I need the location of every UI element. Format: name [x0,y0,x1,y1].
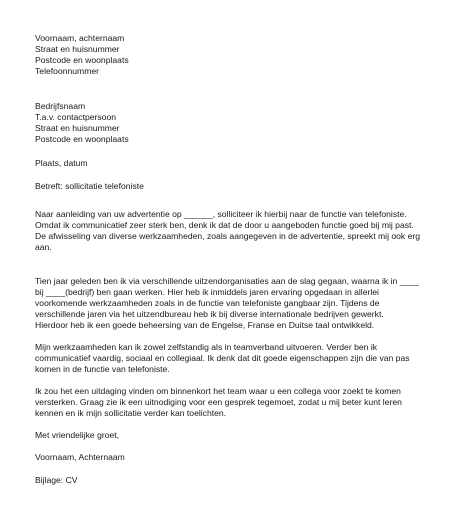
sender-phone: Telefoonnummer [35,66,100,76]
paragraph-line: Mijn werkzaamheden kan ik zowel zelfstandig als in teamverband uitvoeren. Verder ben ik [35,342,378,352]
paragraph-line: Omdat ik communicatief zeer sterk ben, denk ik dat de door u aangeboden functie goed bij mij past. [35,220,414,230]
recipient-company: Bedrijfsnaam [35,101,86,111]
paragraph-line: bij ____(bedrijf) ben gaan werken. Hier heb ik inmiddels jaren ervaring opgedaan in allerlei [35,287,379,297]
paragraph-line: Naar aanleiding van uw advertentie op ______, solliciteer ik hierbij naar de functie van telefoniste. [35,209,407,219]
subject-text: Betreft: sollicitatie telefoniste [35,181,144,191]
paragraph-line: Tien jaar geleden ben ik via verschillende uitzendorganisaties aan de slag gegaan, waarna ik in ____ [35,276,419,286]
recipient-contact: T.a.v. contactpersoon [35,112,117,122]
closing-text: Met vriendelijke groet, [35,430,120,440]
paragraph-2 [35,276,427,331]
place-date-text: Plaats, datum [35,158,88,168]
closing [35,430,427,441]
recipient-street: Straat en huisnummer [35,123,120,133]
sender-address [35,33,427,77]
paragraph-line: Ik zou het een uitdaging vinden om binnenkort het team waar u een collega voor zoekt te komen [35,386,401,396]
attachment [35,475,427,486]
paragraph-line: kennen en ik mijn sollicitatie verder kan toelichten. [35,408,227,418]
paragraph-3 [35,342,427,375]
recipient-postcode-city: Postcode en woonplaats [35,134,129,144]
paragraph-line: aan. [35,242,52,252]
paragraph-line: Hierdoor heb ik een goede beheersing van de Engelse, Franse en Duitse taal ontwikkeld. [35,320,375,330]
paragraph-line: verschillende jaren via het uitzendbureau heb ik bij diverse internationale bedrijven gewerkt. [35,309,384,319]
subject-line [35,181,427,192]
paragraph-line: komen in de functie van telefoniste. [35,364,170,374]
attachment-text: Bijlage: CV [35,475,78,485]
recipient-address [35,101,427,145]
paragraph-line: De afwisseling van diverse werkzaamheden, zoals aangegeven in de advertentie, spreekt mij ook erg [35,231,421,241]
signature [35,452,427,463]
paragraph-line: voorkomende werkzaamheden zoals in de functie van telefoniste gangbaar zijn. Tijdens de [35,298,380,308]
sender-name: Voornaam, achternaam [35,33,125,43]
paragraph-line: versterken. Graag zie ik een uitnodiging voor een gesprek tegemoet, zodat u mij beter kunt leren [35,397,402,407]
place-date [35,158,427,169]
paragraph-4 [35,386,427,419]
paragraph-1 [35,209,427,253]
sender-street: Straat en huisnummer [35,44,120,54]
paragraph-line: communicatief vaardig, sociaal en collegiaal. Ik denk dat dit goede eigenschappen zijn die van pas [35,353,410,363]
sender-postcode-city: Postcode en woonplaats [35,55,129,65]
signature-name: Voornaam, Achternaam [35,452,125,462]
